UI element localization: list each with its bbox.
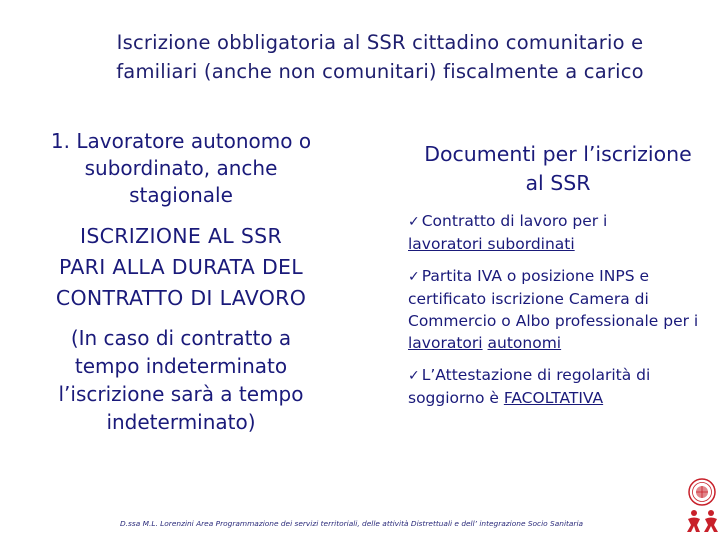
figures-logo [684,507,722,535]
item-3-underlined: FACOLTATIVA [503,389,604,407]
worker-type-line-1: 1. Lavoratore autonomo o [50,129,312,153]
documents-heading-line-1: Documenti per l’iscrizione [424,142,692,166]
registration-duration [22,221,340,314]
seal-logo [688,478,716,506]
note-line-4: indeterminato) [106,410,256,434]
item-3-text: L’Attestazione di regolarità di soggiorno è [408,366,651,407]
documents-heading [408,140,708,198]
registration-line-2: PARI ALLA DURATA DEL [58,255,304,279]
indefinite-contract-note [22,324,340,436]
item-1-text: Contratto di lavoro per i [421,212,608,230]
page-title [40,28,720,86]
left-column [22,128,340,436]
worker-type-line-2: subordinato, anche [84,156,278,180]
check-icon: ✓ [408,368,420,384]
item-1-underlined: lavoratori subordinati [408,235,575,253]
worker-type-heading [22,128,340,209]
document-item-residence-certificate [408,364,708,409]
item-2-underlined-a: lavoratori [408,334,483,352]
documents-heading-line-2: al SSR [525,171,591,195]
check-icon: ✓ [408,269,420,285]
title-line-2: familiari (anche non comunitari) fiscalmente a carico [116,60,644,83]
item-2-text: Partita IVA o posizione INPS e certificato iscrizione Camera di Commercio o Albo professionale per i [408,267,699,330]
document-item-vat-inps [408,265,708,354]
note-line-3: l’iscrizione sarà a tempo [58,382,304,406]
title-line-1: Iscrizione obbligatoria al SSR cittadino comunitario e [116,31,644,54]
item-2-underlined-b: autonomi [487,334,562,352]
note-line-1: (In caso di contratto a [70,326,292,350]
check-icon: ✓ [408,214,420,230]
footer-credit: D.ssa M.L. Lorenzini Area Programmazione dei servizi territoriali, delle attività Distrettuali e dell’ integrazione Socio Sanitaria [120,519,584,528]
registration-line-1: ISCRIZIONE AL SSR [79,224,283,248]
note-line-2: tempo indeterminato [74,354,288,378]
worker-type-line-3: stagionale [129,183,233,207]
registration-line-3: CONTRATTO DI LAVORO [55,286,307,310]
right-column [408,140,708,419]
document-item-employment-contract [408,210,708,255]
